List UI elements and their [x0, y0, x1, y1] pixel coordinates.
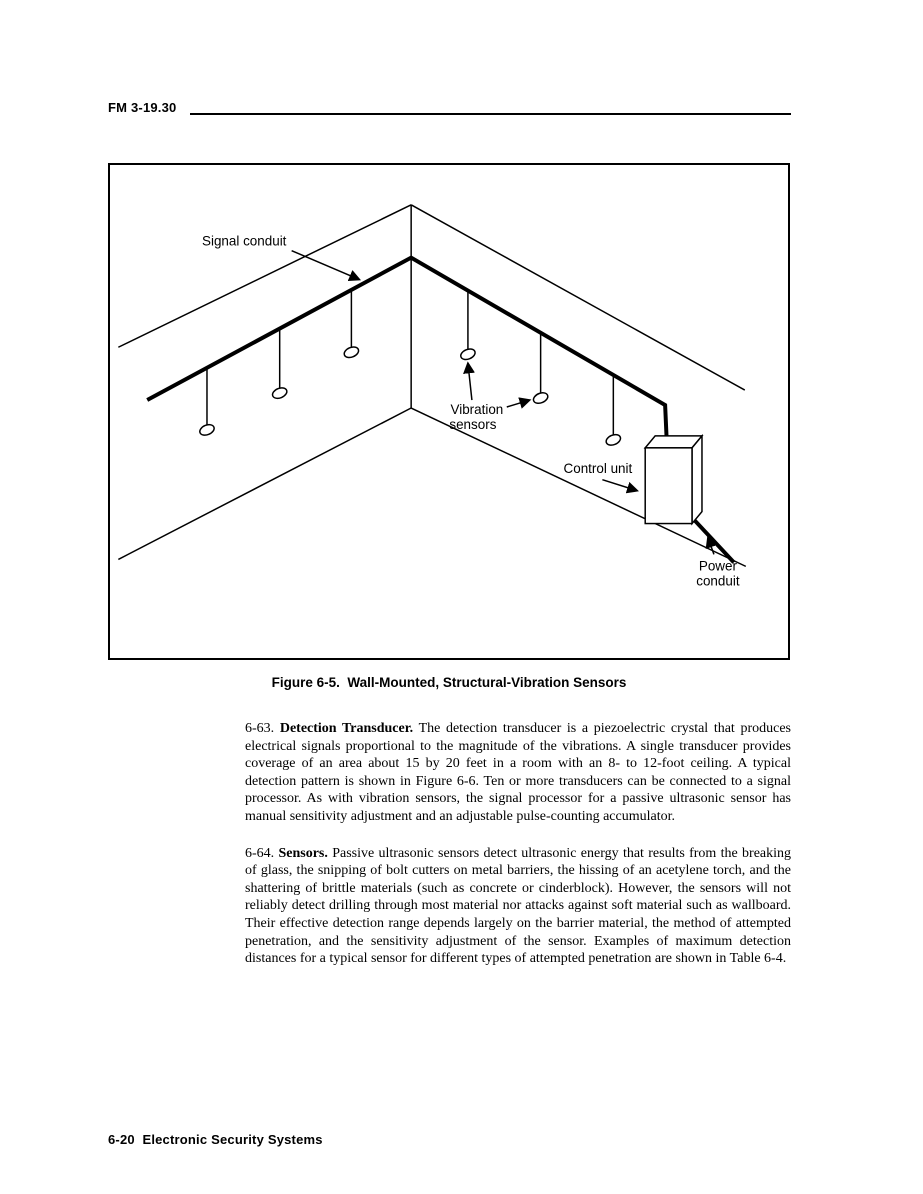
- vibration-sensor: [532, 391, 549, 405]
- figure-caption: Figure 6-5. Wall-Mounted, Structural-Vibration Sensors: [271, 675, 627, 690]
- vibration-sensor: [271, 386, 288, 400]
- paragraph-heading: Sensors.: [278, 845, 328, 861]
- ceiling-edge-left: [118, 205, 411, 347]
- vibration-sensor-arrow-left: [468, 363, 472, 400]
- vibration-sensors-diagram: [110, 165, 788, 658]
- paragraph-heading: Detection Transducer.: [279, 721, 414, 736]
- control-unit-arrow: [602, 480, 637, 491]
- paragraph-number: 6-64.: [245, 845, 275, 861]
- paragraph-body: The detection transducer is a piezoelectric crystal that produces electrical signals proportional to the magnitude of the vibrations. A single transducer provides coverage of an area about 15 by 20 feet in a room with an 8- to 12-foot ceiling. A typical detection pattern is shown in Figure 6-6. Ten or more transducers can be connected to a signal processor. As with vibration sensors, the signal processor for a passive ultrasonic sensor has manual sensitivity adjustment and an adjustable pulse-counting accumulator.: [245, 721, 792, 824]
- paragraph-body: Passive ultrasonic sensors detect ultrasonic energy that results from the breaking of glass, the snipping of bolt cutters on metal barriers, the hissing of an acetylene torch, and the shattering of brittle materials (such as concrete or cinderblock). However, the sensors will not reliably detect drilling through most material nor attacks against soft material such as wallboard. Their effective detection range depends largely on the barrier material, the method of attempted penetration, and the sensitivity adjustment of the sensor. Examples of maximum detection distances for a typical sensor for different types of attempted penetration are shown in Table 6-4.: [245, 845, 792, 967]
- signal-conduit-line: [147, 258, 667, 450]
- sensor-drops: [198, 289, 622, 447]
- page-footer: 6-20 Electronic Security Systems: [108, 1132, 323, 1147]
- body-text: [245, 720, 791, 987]
- power-conduit-line: [692, 518, 734, 563]
- control-unit-box: [645, 436, 702, 524]
- vibration-sensor: [198, 423, 215, 437]
- control-unit-front-face: [645, 448, 692, 524]
- paragraph-6-64: [245, 845, 791, 968]
- header-title: FM 3-19.30: [108, 100, 177, 115]
- vibration-sensor: [459, 347, 476, 361]
- paragraph-6-63: [245, 720, 791, 826]
- floor-edge-left: [118, 408, 411, 559]
- figure-box: [108, 163, 790, 660]
- vibration-sensors-label-line2: sensors: [449, 416, 497, 432]
- power-conduit-label-line1: Power: [698, 558, 737, 574]
- vibration-sensor: [343, 345, 360, 359]
- signal-conduit-arrow: [292, 251, 360, 280]
- control-unit-label: Control unit: [563, 460, 633, 476]
- vibration-sensors-label-line1: Vibration: [450, 401, 504, 417]
- vibration-sensor-arrow-right: [507, 400, 530, 407]
- ceiling-edge-right: [411, 205, 745, 390]
- vibration-sensor: [605, 433, 622, 447]
- paragraph-number: 6-63.: [245, 721, 275, 736]
- signal-conduit-label: Signal conduit: [202, 233, 287, 249]
- power-conduit-label-line2: conduit: [696, 573, 740, 589]
- header-rule: [190, 113, 791, 115]
- control-unit-side-face: [692, 436, 702, 524]
